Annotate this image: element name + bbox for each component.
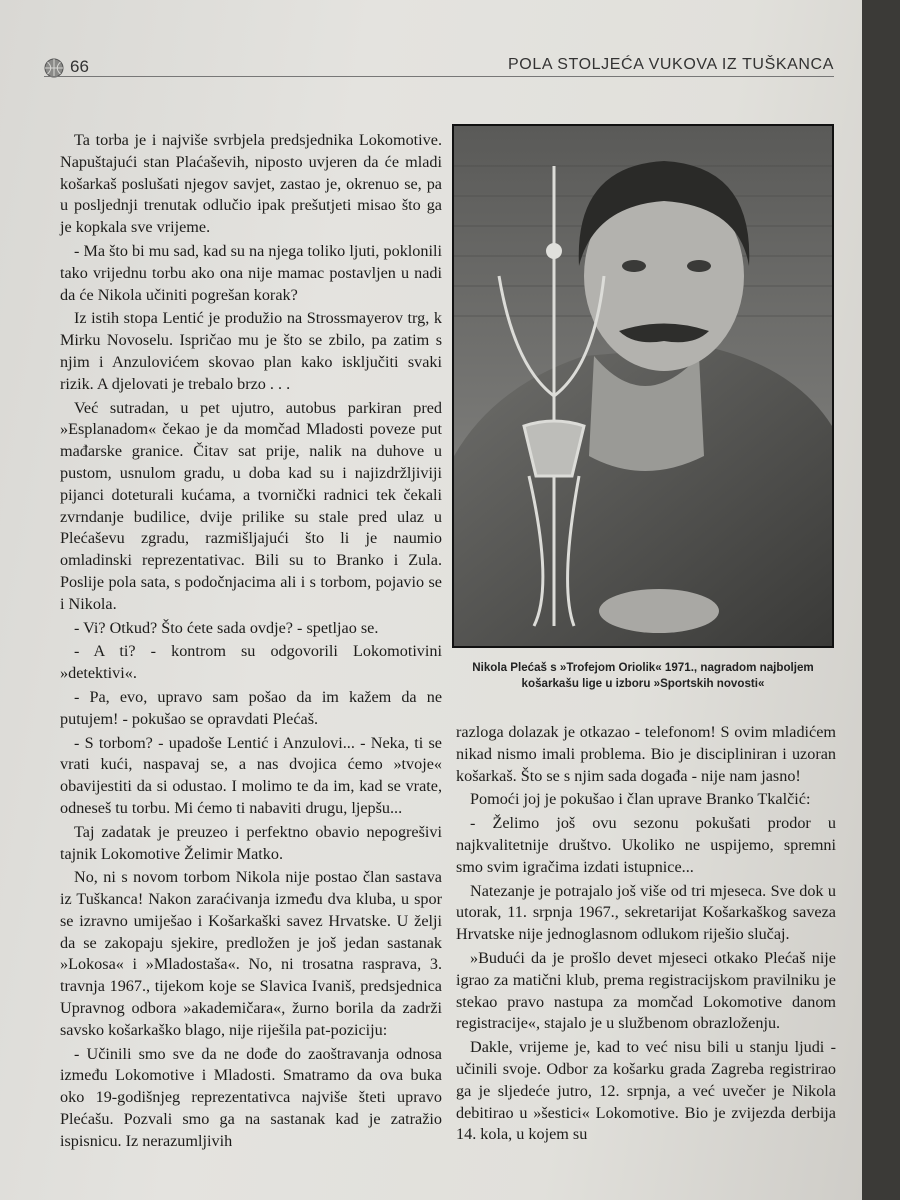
- right-text-column: [456, 722, 836, 1148]
- paragraph: - Želimo još ovu sezonu pokušati prodor u najkvalitetnije društvo. Ukoliko ne uspijemo, spremni smo svim igračima izdati istupnice...: [456, 814, 836, 876]
- paragraph: - Vi? Otkud? Što ćete sada ovdje? - spetljao se.: [74, 618, 379, 637]
- player-photo: [452, 124, 834, 648]
- paragraph: Iz istih stopa Lentić je produžio na Strossmayerov trg, k Mirku Novoselu. Ispričao mu je što se zbilo, pa zatim s njim i Anzulovićem skovao plan kako isključiti svaki rizik. A djelovati je trebalo brzo . . .: [60, 309, 442, 393]
- caption-line: košarkašu lige u izboru »Sportskih novosti«: [521, 677, 765, 690]
- paragraph: No, ni s novom torbom Nikola nije postao član sastava iz Tuškanca! Nakon zaraćivanja između dva kluba, u spor se izravno umiješao i Košarkaški savez Hrvatske. U želji da se zakopaju sjekire, predložen je još jedan sastanak »Lokosa« i »Mladostaša«. No, ni trosatna rasprava, 3. travnja 1967., tijekom koje se Slavica Ivaniš, predsjednica Upravnog odbora »akademičara«, žurno borila da zadrži savsko košarkaško blago, nije riješila pat-poziciju:: [60, 868, 442, 1039]
- photo-caption: [452, 660, 834, 692]
- left-text-column: [60, 130, 442, 1155]
- page-number: 66: [70, 57, 89, 76]
- caption-line: Nikola Plećaš s »Trofejom Oriolik« 1971., nagradom najboljem: [472, 661, 814, 674]
- paragraph: razloga dolazak je otkazao - telefonom! S ovim mladićem nikad nismo imali problema. Bio je discipliniran i uzoran košarkaš. Što se s njim sada događa - nije nam jasno!: [456, 723, 836, 785]
- basketball-icon: [44, 58, 64, 78]
- paragraph: »Budući da je prošlo devet mjeseci otkako Plećaš nije igrao za matični klub, prema registracijskom pravilniku je stekao pravo nastupa za momčad Lokomotive danom registracije«, stajalo je u službenom obrazloženju.: [456, 948, 836, 1033]
- paragraph: Natezanje je potrajalo još više od tri mjeseca. Sve dok u utorak, 11. srpnja 1967., sekretarijat Košarkaškog saveza Hrvatske nije jednoglasnom odlukom riješio slučaj.: [456, 881, 836, 944]
- paragraph: - Učinili smo sve da ne dođe do zaoštravanja odnosa između Lokomotive i Mladosti. Smatramo da ova buka oko 19-godišnjeg reprezentativca najviše šteti upravo Plećašu. Pozvali smo ga na sastanak kad je zatražio ispisnicu. Iz nerazumljivih: [60, 1044, 442, 1150]
- header-rule: [44, 76, 834, 77]
- running-title: POLA STOLJEĆA VUKOVA IZ TUŠKANCA: [508, 56, 834, 73]
- paragraph: Dakle, vrijeme je, kad to već nisu bili u stanju ljudi - učinili svoje. Odbor za košarku grada Zagreba registrirao ga je sljedeće jutro, 12. srpnja, a već uvečer je Nikola debitirao u »šestici« Lokomotive. Bio je zvijezda derbija 14. kola, u kojem su: [456, 1038, 836, 1144]
- paragraph: Već sutradan, u pet ujutro, autobus parkiran pred »Esplanadom« čekao je da momčad Mladosti poveze put mađarske granice. Čitav sat prije, nalik na duhove u pustom, usnulom gradu, u doba kad su i najizdržljiviji pijanci doteturali kućama, a tvornički radnici tek čekali zvrndanje budilice, dvije prilike su stale pred ulaz u Plećaševu zgradu, razmišljajući što li je naumio omladinski reprezentativac. Bili su to Branko i Zula. Poslije pola sata, s podočnjacima ali i s torbom, pojavio se i Nikola.: [60, 398, 442, 613]
- paragraph: - Pa, evo, upravo sam pošao da im kažem da ne putujem! - pokušao se opravdati Plećaš.: [60, 687, 442, 728]
- paragraph: - A ti? - kontrom su odgovorili Lokomotivini »detektivi«.: [60, 642, 442, 683]
- paragraph: Pomoći joj je pokušao i član uprave Branko Tkalčić:: [470, 790, 811, 809]
- paragraph: Ta torba je i najviše svrbjela predsjednika Lokomotive. Napuštajući stan Plaćaševih, niposto uvjeren da će mladi košarkaš poslušati njegov savjet, zastao je, okrenuo se, pa u posljednji trenutak odlučio ipak prešutjeti misao što ga je kopkala sve vrijeme.: [60, 131, 442, 237]
- paragraph: - Ma što bi mu sad, kad su na njega toliko ljuti, poklonili tako vrijednu torbu ako ona nije mamac postavljen u nadi da će Nikola učiniti pogrešan korak?: [60, 241, 442, 304]
- paragraph: Taj zadatak je preuzeo i perfektno obavio nepogrešivi tajnik Lokomotive Želimir Matko.: [60, 822, 442, 863]
- paragraph: - S torbom? - upadoše Lentić i Anzulovi... - Neka, ti se vrati kući, naspavaj se, a nas dvojica ćemo »tvoje« obavijestiti da si odustao. I molimo te da im, kad se vrate, odneseš tu torbu. Mi ćemo ti nabaviti drugu, ljepšu...: [60, 733, 442, 817]
